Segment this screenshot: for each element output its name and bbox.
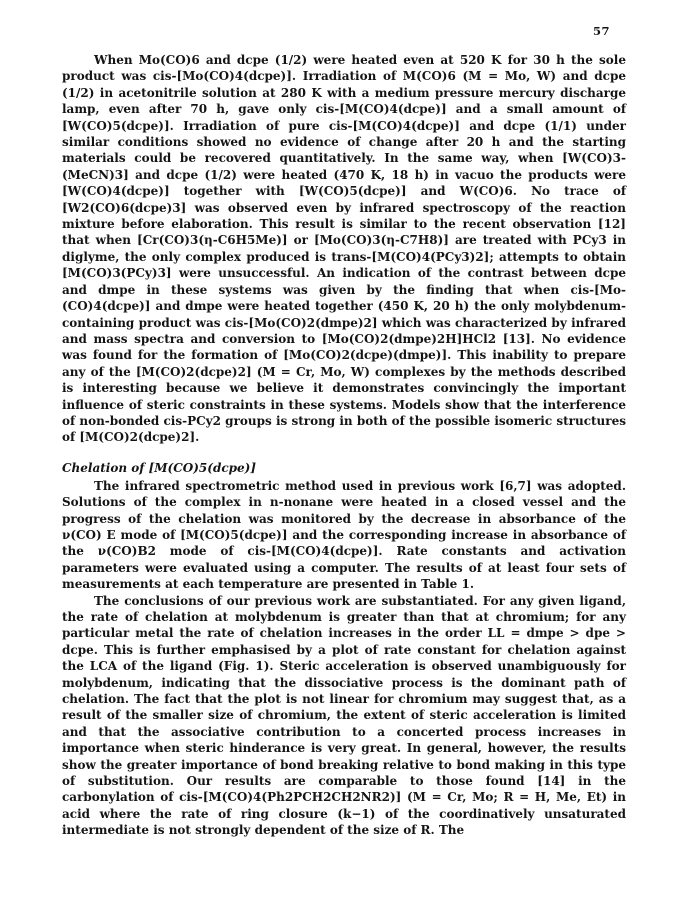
article-body [62, 52, 626, 839]
page-number: 57 [592, 24, 610, 38]
paragraph-method: The infrared spectrometric method used in previous work [6,7] was adopted. Solutions of the complex in n-nonane were heated in a closed vessel and the progress of the chelation was monitored by the decrease in absorbance of the ν(CO) E mode of [M(CO)5(dcpe)] and the corresponding increase in absorbance of the ν(CO)B2 mode of cis-[M(CO)4(dcpe)]. Rate constants and activation parameters were evaluated using a computer. The results of at least four sets of measurements at each temperature are presented in Table 1. [62, 478, 626, 592]
section-heading: Chelation of [M(CO)5(dcpe)] [62, 460, 257, 475]
paragraph-complexes: When Mo(CO)6 and dcpe (1/2) were heated even at 520 K for 30 h the sole product was cis-[Mo(CO)4(dcpe)]. Irradiation of M(CO)6 (M = Mo, W) and dcpe (1/2) in acetonitrile solution at 280 K with a medium pressure mercury discharge lamp, even after 70 h, gave only cis-[M(CO)4(dcpe)] and a small amount of [W(CO)5(dcpe)]. Irradiation of pure cis-[M(CO)4(dcpe)] and dcpe (1/1) under similar conditions showed no evidence of change after 20 h and the starting materials could be recovered quantitatively. In the same way, when [W(CO)3-(MeCN)3] and dcpe (1/2) were heated (470 K, 18 h) in vacuo the products were [W(CO)4(dcpe)] together with [W(CO)5(dcpe)] and W(CO)6. No trace of [W2(CO)6(dcpe)3] was observed even by infrared spectroscopy of the reaction mixture before elaboration. This result is similar to the recent observation [12] that when [Cr(CO)3(η-C6H5Me)] or [Mo(CO)3(η-C7H8)] are treated with PCy3 in diglyme, the only complex produced is trans-[M(CO)4(PCy3)2]; attempts to obtain [M(CO)3(PCy)3] were unsuccessful. An indication of the contrast between dcpe and dmpe in these systems was given by the finding that when cis-[Mo-(CO)4(dcpe)] and dmpe were heated together (450 K, 20 h) the only molybdenum-containing product was cis-[Mo(CO)2(dmpe)2] which was characterized by infrared and mass spectra and conversion to [Mo(CO)2(dmpe)2H]HCl2 [13]. No evidence was found for the formation of [Mo(CO)2(dcpe)(dmpe)]. This inability to prepare any of the [M(CO)2(dcpe)2] (M = Cr, Mo, W) complexes by the methods described is interesting because we believe it demonstrates convincingly the important influence of steric constraints in these systems. Models show that the interference of non-bonded cis-PCy2 groups is strong in both of the possible isomeric structures of [M(CO)2(dcpe)2]. [62, 53, 626, 445]
paragraph-conclusions: The conclusions of our previous work are substantiated. For any given ligand, the rate of chelation at molybdenum is greater than that at chromium; for any particular metal the rate of chelation increases in the order LL = dmpe > dpe > dcpe. This is further emphasised by a plot of rate constant for chelation against the LCA of the ligand (Fig. 1). Steric acceleration is observed unambiguously for molybdenum, indicating that the dissociative process is the dominant path of chelation. The fact that the plot is not linear for chromium may suggest that, as a result of the smaller size of chromium, the extent of steric acceleration is limited and that the associative contribution to a concerted process increases in importance when steric hinderance is very great. In general, however, the results show the greater importance of bond breaking relative to bond making in this type of substitution. Our results are comparable to those found [14] in the carbonylation of cis-[M(CO)4(Ph2PCH2CH2NR2)] (M = Cr, Mo; R = H, Me, Et) in acid where the rate of ring closure (k−1) of the coordinatively unsaturated intermediate is not strongly dependent of the size of R. The [62, 593, 626, 838]
